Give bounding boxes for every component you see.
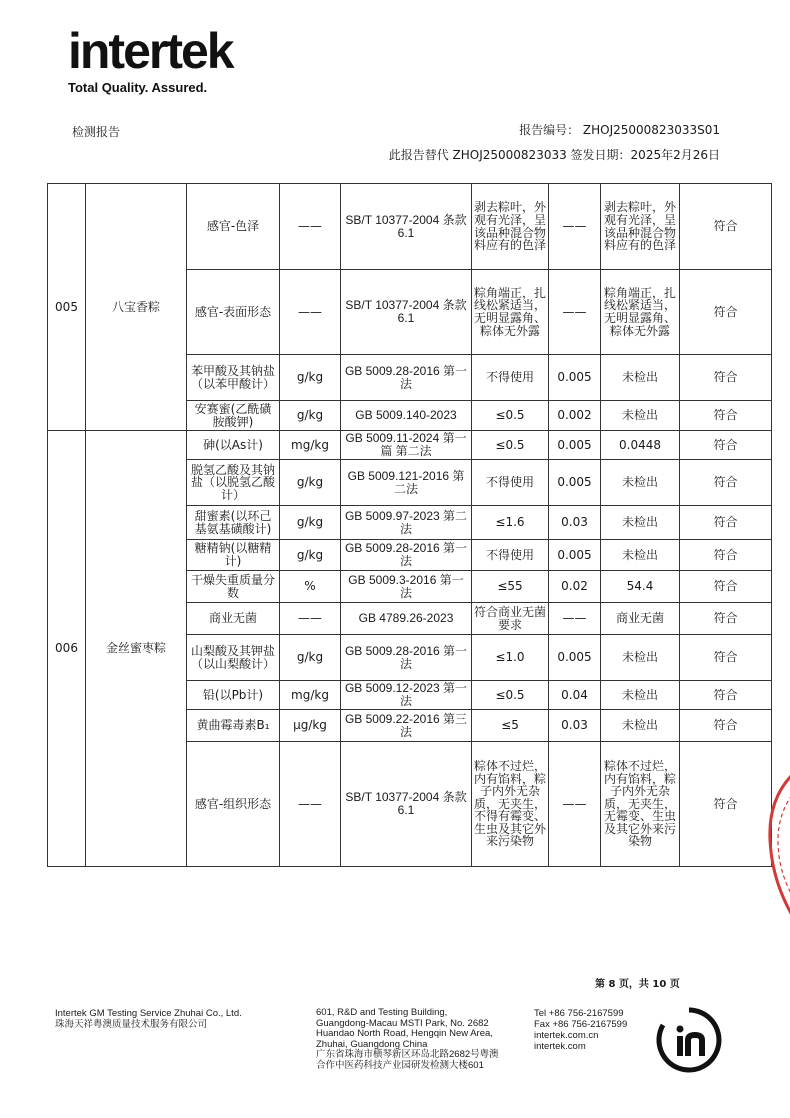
company-name-cn: 珠海天祥粤澳质量技术服务有限公司	[55, 1019, 208, 1030]
detection-limit: 0.005	[549, 635, 601, 681]
sample-name: 金丝蜜枣粽	[86, 431, 187, 867]
test-method: GB 5009.121-2016 第二法	[341, 460, 472, 506]
test-item: 黄曲霉毒素B₁	[187, 710, 280, 742]
limit: 不得使用	[472, 460, 549, 506]
unit: ——	[280, 742, 341, 867]
table-row	[48, 431, 772, 460]
contact-fax: Fax +86 756-2167599	[534, 1019, 628, 1030]
test-results-table	[47, 183, 772, 867]
detection-limit: 0.002	[549, 401, 601, 431]
unit: g/kg	[280, 460, 341, 506]
unit: g/kg	[280, 401, 341, 431]
test-method: SB/T 10377-2004 条款 6.1	[341, 270, 472, 355]
address-line: 合作中医药科技产业园研发检测大楼601	[316, 1059, 484, 1071]
unit: ——	[280, 603, 341, 635]
verdict: 符合	[680, 742, 772, 867]
unit: mg/kg	[280, 431, 341, 460]
detection-limit: 0.005	[549, 431, 601, 460]
test-item: 商业无菌	[187, 603, 280, 635]
limit: ≤1.0	[472, 635, 549, 681]
verdict: 符合	[680, 710, 772, 742]
limit: ≤0.5	[472, 401, 549, 431]
test-method: SB/T 10377-2004 条款 6.1	[341, 742, 472, 867]
limit: ≤55	[472, 571, 549, 603]
limit: 不得使用	[472, 540, 549, 571]
limit: 粽体不过烂，内有馅料，粽子内外无杂质，无夹生，不得有霉变、生虫及其它外来污染物	[472, 742, 549, 867]
verdict: 符合	[680, 184, 772, 270]
unit: g/kg	[280, 355, 341, 401]
verdict: 符合	[680, 540, 772, 571]
contact-web-cn: intertek.com.cn	[534, 1030, 599, 1041]
address-line: Huandao North Road, Hengqin New Area,	[316, 1028, 493, 1039]
detection-limit: 0.005	[549, 540, 601, 571]
company-name-en: Intertek GM Testing Service Zhuhai Co., Ltd.	[55, 1008, 242, 1019]
result: 未检出	[601, 540, 680, 571]
verdict: 符合	[680, 460, 772, 506]
test-item: 苯甲酸及其钠盐（以苯甲酸计）	[187, 355, 280, 401]
detection-limit: ——	[549, 742, 601, 867]
address-line: 601, R&D and Testing Building,	[316, 1007, 448, 1018]
replacement-and-issue-date: 此报告替代 ZHOJ25000823033 签发日期：2025年2月26日	[388, 148, 720, 162]
unit: ——	[280, 270, 341, 355]
result: 未检出	[601, 355, 680, 401]
detection-limit: 0.04	[549, 681, 601, 710]
result: 未检出	[601, 681, 680, 710]
table-row	[48, 184, 772, 270]
detection-limit: ——	[549, 184, 601, 270]
test-method: SB/T 10377-2004 条款 6.1	[341, 184, 472, 270]
test-method: GB 5009.140-2023	[341, 401, 472, 431]
unit: g/kg	[280, 540, 341, 571]
test-method: GB 5009.28-2016 第一法	[341, 355, 472, 401]
test-method: GB 5009.12-2023 第一法	[341, 681, 472, 710]
verdict: 符合	[680, 506, 772, 540]
verdict: 符合	[680, 603, 772, 635]
limit: ≤0.5	[472, 681, 549, 710]
test-item: 感官-组织形态	[187, 742, 280, 867]
verdict: 符合	[680, 635, 772, 681]
verdict: 符合	[680, 571, 772, 603]
result: 剥去粽叶，外观有光泽，呈该品种混合物料应有的色泽	[601, 184, 680, 270]
unit: μg/kg	[280, 710, 341, 742]
result: 未检出	[601, 635, 680, 681]
test-method: GB 5009.11-2024 第一篇 第二法	[341, 431, 472, 460]
unit: g/kg	[280, 506, 341, 540]
test-item: 干燥失重质量分数	[187, 571, 280, 603]
result: 未检出	[601, 506, 680, 540]
result: 粽体不过烂，内有馅料，粽子内外无杂质，无夹生，无霉变、生虫及其它外来污染物	[601, 742, 680, 867]
test-item: 脱氢乙酸及其钠盐（以脱氢乙酸计）	[187, 460, 280, 506]
limit: ≤0.5	[472, 431, 549, 460]
test-item: 山梨酸及其钾盐（以山梨酸计）	[187, 635, 280, 681]
verdict: 符合	[680, 681, 772, 710]
result: 0.0448	[601, 431, 680, 460]
detection-limit: ——	[549, 270, 601, 355]
address-line: Zhuhai, Guangdong China	[316, 1038, 428, 1050]
test-item: 糖精钠(以糖精计)	[187, 540, 280, 571]
test-item: 感官-表面形态	[187, 270, 280, 355]
footer-company	[55, 1008, 242, 1030]
unit: mg/kg	[280, 681, 341, 710]
result: 未检出	[601, 710, 680, 742]
sample-number: 006	[48, 431, 86, 867]
sample-name: 八宝香粽	[86, 184, 187, 431]
unit: ——	[280, 184, 341, 270]
test-method: GB 5009.28-2016 第一法	[341, 540, 472, 571]
unit: g/kg	[280, 635, 341, 681]
test-item: 安赛蜜(乙酰磺胺酸钾)	[187, 401, 280, 431]
result: 粽角端正，扎线松紧适当，无明显露角、粽体无外露	[601, 270, 680, 355]
detection-limit: 0.03	[549, 710, 601, 742]
result: 未检出	[601, 401, 680, 431]
sample-number: 005	[48, 184, 86, 431]
report-number: 报告编号： ZHOJ25000823033S01	[519, 123, 720, 137]
test-item: 感官-色泽	[187, 184, 280, 270]
limit: 不得使用	[472, 355, 549, 401]
detection-limit: 0.02	[549, 571, 601, 603]
test-method: GB 4789.26-2023	[341, 603, 472, 635]
test-item: 砷(以As计)	[187, 431, 280, 460]
limit: 符合商业无菌要求	[472, 603, 549, 635]
test-item: 铅(以Pb计)	[187, 681, 280, 710]
limit: ≤1.6	[472, 506, 549, 540]
verdict: 符合	[680, 431, 772, 460]
detection-limit: ——	[549, 603, 601, 635]
page-number: 第 8 页，共 10 页	[595, 979, 680, 990]
address-line: 广东省珠海市横琴新区环岛北路2682号粤澳	[316, 1049, 499, 1060]
verdict: 符合	[680, 401, 772, 431]
result: 未检出	[601, 460, 680, 506]
detection-limit: 0.03	[549, 506, 601, 540]
doc-type-label: 检测报告	[72, 125, 121, 139]
result: 商业无菌	[601, 603, 680, 635]
test-method: GB 5009.22-2016 第三法	[341, 710, 472, 742]
limit: 粽角端正，扎线松紧适当，无明显露角、粽体无外露	[472, 270, 549, 355]
intertek-logo: intertek	[68, 23, 233, 79]
footer-contact	[534, 1008, 627, 1052]
result: 54.4	[601, 571, 680, 603]
verdict: 符合	[680, 270, 772, 355]
red-seal-stamp-icon	[760, 770, 790, 920]
verdict: 符合	[680, 355, 772, 401]
test-method: GB 5009.28-2016 第一法	[341, 635, 472, 681]
logo-tagline: Total Quality. Assured.	[68, 80, 208, 95]
limit: ≤5	[472, 710, 549, 742]
footer-address	[316, 1008, 499, 1071]
contact-web: intertek.com	[534, 1041, 586, 1052]
intertek-circle-logo-icon	[653, 1004, 725, 1076]
detection-limit: 0.005	[549, 460, 601, 506]
detection-limit: 0.005	[549, 355, 601, 401]
contact-tel: Tel +86 756-2167599	[534, 1008, 624, 1019]
address-line: Guangdong-Macau MSTI Park, No. 2682	[316, 1017, 489, 1029]
test-method: GB 5009.97-2023 第二法	[341, 506, 472, 540]
unit: %	[280, 571, 341, 603]
limit: 剥去粽叶，外观有光泽，呈该品种混合物料应有的色泽	[472, 184, 549, 270]
test-method: GB 5009.3-2016 第一法	[341, 571, 472, 603]
test-item: 甜蜜素(以环己基氨基磺酸计)	[187, 506, 280, 540]
